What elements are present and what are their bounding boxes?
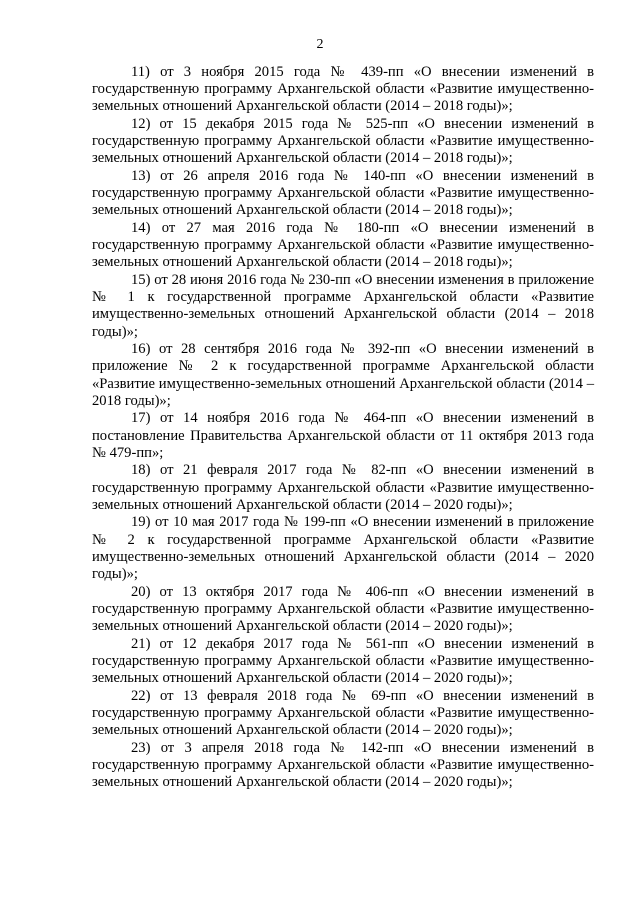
list-item-12: 12) от 15 декабря 2015 года № 525-пп «О внесении изменений в государственную программу Архангельской области «Развитие имущественно-земельных отношений Архангельской области (2014 – 2018 годы)»;: [92, 116, 594, 167]
list-item-19: 19) от 10 мая 2017 года № 199-пп «О внесении изменений в приложение № 2 к государственной программе Архангельской области «Развитие имущественно-земельных отношений Архангельской области (2014 – 2020 годы)»;: [92, 514, 594, 583]
document-body: [92, 64, 594, 792]
list-item-16: 16) от 28 сентября 2016 года № 392-пп «О внесении изменений в приложение № 2 к государственной программе Архангельской области «Развитие имущественно-земельных отношений Архангельской области (2014 – 2018 годы)»;: [92, 341, 594, 409]
list-item-20: 20) от 13 октября 2017 года № 406-пп «О внесении изменений в государственную программу Архангельской области «Развитие имущественно-земельных отношений Архангельской области (2014 – 2020 годы)»;: [92, 583, 594, 635]
list-item-21: 21) от 12 декабря 2017 года № 561-пп «О внесении изменений в государственную программу Архангельской области «Развитие имущественно-земельных отношений Архангельской области (2014 – 2020 годы)»;: [92, 635, 594, 687]
list-item-13: 13) от 26 апреля 2016 года № 140-пп «О внесении изменений в государственную программу Архангельской области «Развитие имущественно-земельных отношений Архангельской области (2014 – 2018 годы)»;: [92, 168, 594, 219]
list-item-14: 14) от 27 мая 2016 года № 180-пп «О внесении изменений в государственную программу Архангельской области «Развитие имущественно-земельных отношений Архангельской области (2014 – 2018 годы)»;: [92, 220, 594, 271]
list-item-15: 15) от 28 июня 2016 года № 230-пп «О внесении изменения в приложение № 1 к государственной программе Архангельской области «Развитие имущественно-земельных отношений Архангельской области (2014 – 2018 годы)»;: [92, 272, 594, 340]
list-item-18: 18) от 21 февраля 2017 года № 82-пп «О внесении изменений в государственную программу Архангельской области «Развитие имущественно-земельных отношений Архангельской области (2014 – 2020 годы)»;: [92, 462, 594, 513]
list-item-11: 11) от 3 ноября 2015 года № 439-пп «О внесении изменений в государственную программу Архангельской области «Развитие имущественно-земельных отношений Архангельской области (2014 – 2018 годы)»;: [92, 64, 594, 115]
list-item-23: 23) от 3 апреля 2018 года № 142-пп «О внесении изменений в государственную программу Архангельской области «Развитие имущественно-земельных отношений Архангельской области (2014 – 2020 годы)»;: [92, 739, 594, 791]
list-item-17: 17) от 14 ноября 2016 года № 464-пп «О внесении изменений в постановление Правительства Архангельской области от 11 октября 2013 года № 479-пп»;: [92, 410, 594, 461]
list-item-22: 22) от 13 февраля 2018 года № 69-пп «О внесении изменений в государственную программу Архангельской области «Развитие имущественно-земельных отношений Архангельской области (2014 – 2020 годы)»;: [92, 687, 594, 739]
page-number: 2: [316, 37, 324, 52]
